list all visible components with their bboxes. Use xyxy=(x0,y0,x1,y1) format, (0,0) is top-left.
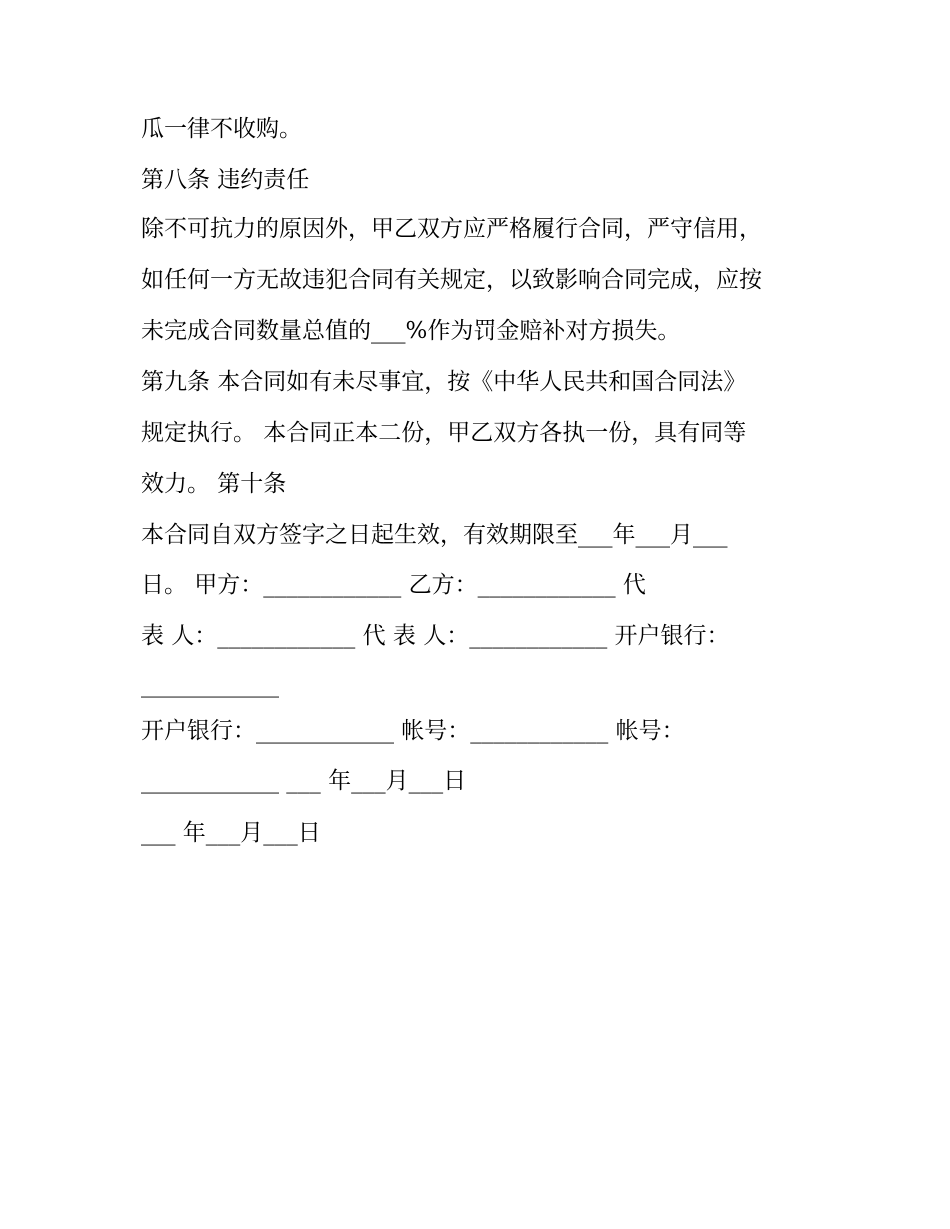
article-8-heading: 第八条 违约责任 xyxy=(141,167,310,193)
blank-line: ____________ xyxy=(141,672,279,698)
text-line: 除不可抗力的原因外，甲乙双方应严格履行合同，严守信用， xyxy=(141,216,762,242)
text-line: 未完成合同数量总值的___%作为罚金赔补对方损失。 xyxy=(141,318,681,344)
signature-party-line: 日。 甲方：____________ 乙方：____________ 代 xyxy=(141,572,646,598)
signature-bank-line: 开户银行：____________ 帐号：____________ 帐号： xyxy=(141,718,685,744)
text-line: 本合同自双方签字之日起生效，有效期限至___年___月___ xyxy=(141,522,728,548)
signature-representative-line: 表 人：____________ 代 表 人：____________ 开户银行： xyxy=(141,623,730,649)
text-line: 如任何一方无故违犯合同有关规定，以致影响合同完成，应按 xyxy=(141,267,762,293)
signature-date-line: ___ 年___月___日 xyxy=(141,820,321,846)
signature-date-line: ____________ ___ 年___月___日 xyxy=(141,768,467,794)
article-10-line: 效力。 第十条 xyxy=(141,471,287,497)
text-line: 规定执行。 本合同正本二份，甲乙双方各执一份，具有同等 xyxy=(141,420,747,446)
text-line: 瓜一律不收购。 xyxy=(141,116,302,142)
article-9-line: 第九条 本合同如有未尽事宜，按《中华人民共和国合同法》 xyxy=(141,369,747,395)
